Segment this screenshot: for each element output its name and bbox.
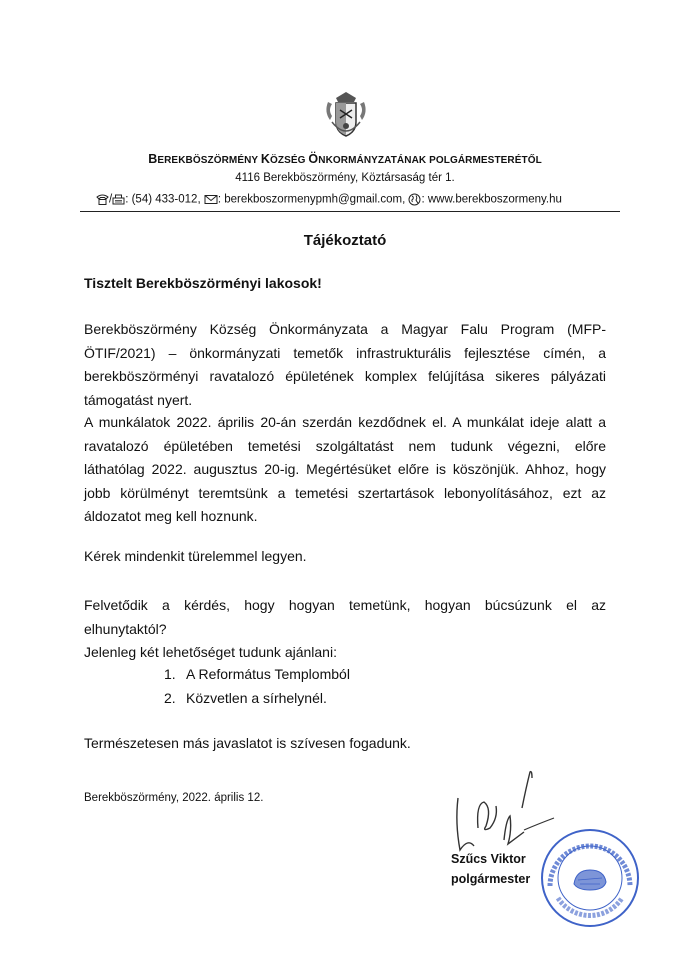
official-stamp [538,826,642,930]
fax-icon [112,194,125,205]
coat-of-arms-logo [322,88,370,140]
text-line: láthatólag 2022. augusztus 20-ig. Megértésüket előre is köszönjük. Ahhoz, hogy [84,461,606,477]
envelope-icon [204,194,218,205]
signer-title: polgármester [451,872,531,886]
issuer-address: 4116 Berekböszörmény, Köztársaság tér 1. [235,172,455,184]
text-line: jobb körülményt teremtsünk a temetési szertartások lebonyolításához, ezt az [84,484,606,501]
options-list [164,663,350,710]
header-divider [80,211,620,212]
date-line: Berekböszörmény, 2022. április 12. [84,792,264,804]
email-address[interactable]: : berekboszormenypmh@gmail.com, [217,193,406,206]
text-line: berekböszörményi ravatalozó épületének komplex felújítása sikeres pályázati [84,368,606,384]
text-line: ravatalozó épületében temetési szolgáltatást nem tudunk végezni, előre [84,437,606,454]
website-link[interactable]: : www.berekboszormeny.hu [421,193,562,206]
phone-number: : (54) 433-012, [125,193,201,206]
issuer-heading-part: BEREKBÖSZÖRMÉNY [148,152,261,166]
list-item: 2. Közvetlen a sírhelynél. [164,689,327,706]
globe-icon [408,193,421,206]
paragraph-options-intro: Jelenleg két lehetőséget tudunk ajánlani: [84,644,337,660]
paragraph-works [84,411,606,529]
text-line: A munkálatok 2022. április 20-án szerdán kezdődnek el. A munkálat ideje alatt a [84,414,606,430]
paragraph-closing: Természetesen más javaslatot is szívesen fogadunk. [84,735,411,751]
paragraph-patience: Kérek mindenkit türelemmel legyen. [84,548,307,564]
list-item: 1. A Református Templomból [164,666,350,682]
signer-name: Szűcs Viktor [451,852,526,866]
issuer-heading-part: ÖNKORMÁNYZATÁNAK POLGÁRMESTERÉTŐL [308,152,542,166]
contact-line: / : (54) 433-012, : berekboszormenypmh@gmail.com, : www.berekboszormeny.hu [96,193,596,206]
text-line: ÖTIF/2021) – önkormányzati temetők infrastrukturális fejlesztése címén, a [84,344,606,361]
text-line: elhunytaktól? [84,620,167,637]
text-line: Berekböszörmény Község Önkormányzata a Magyar Falu Program (MFP- [84,321,606,337]
paragraph-grant [84,318,606,412]
text-line: Felvetődik a kérdés, hogy hogyan temetünk, hogyan búcsúzunk el az [84,597,606,613]
text-line: áldozatot meg kell hoznunk. [84,508,258,524]
salutation: Tisztelt Berekböszörményi lakosok! [84,275,322,291]
document-title: Tájékoztató [303,232,387,249]
issuer-heading-part: KÖZSÉG [260,152,309,166]
paragraph-question [84,594,606,641]
text-line: támogatást nyert. [84,391,193,408]
phone-icon [96,194,109,205]
issuer-heading [0,152,690,166]
